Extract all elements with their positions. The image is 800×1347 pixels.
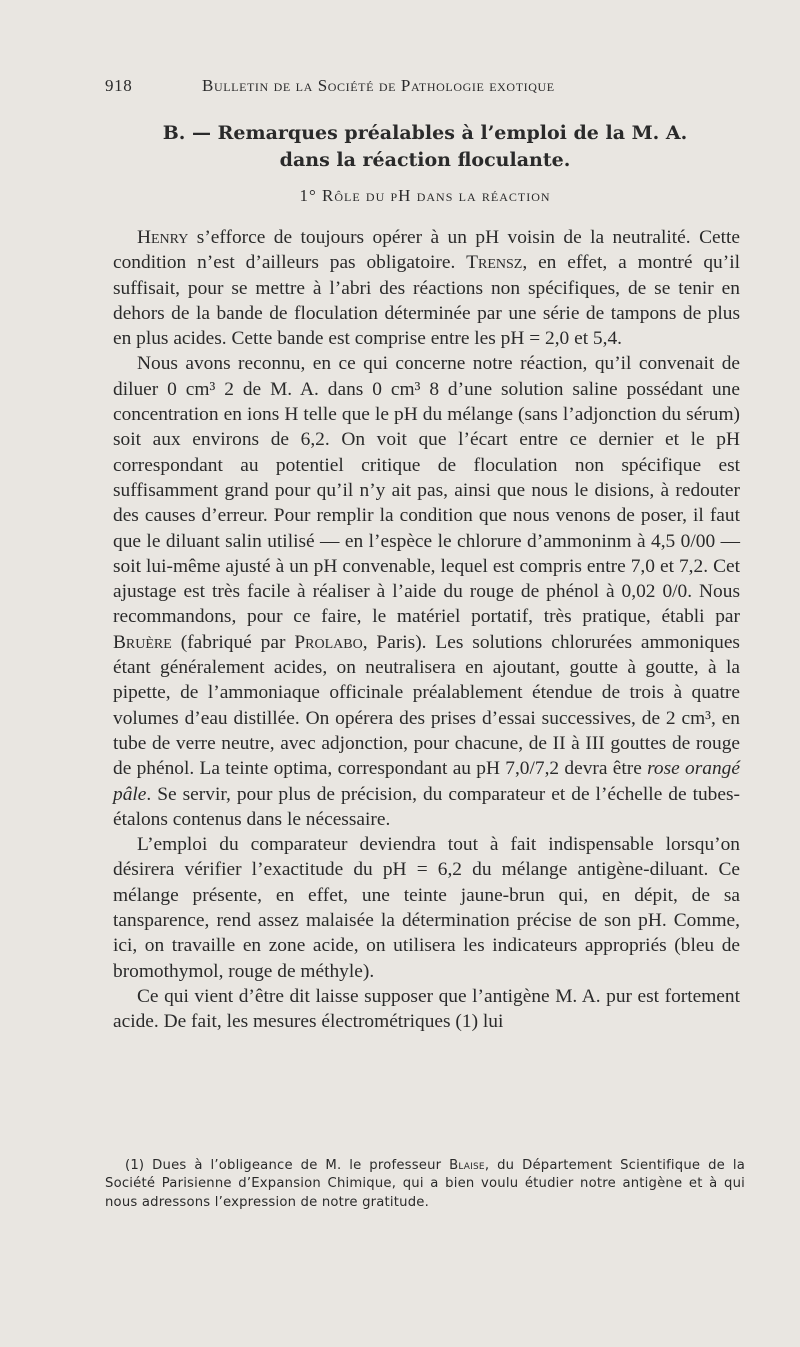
emphasis: rose orangé pâle	[113, 758, 740, 805]
company-name: Prolabo	[294, 631, 363, 653]
subsection-heading: 1° Rôle du pH dans la réaction	[299, 186, 551, 205]
author-name: Bruère	[113, 631, 172, 653]
author-name: Trensz	[466, 252, 523, 274]
author-name: Henry	[137, 227, 189, 248]
paragraph: Ce qui vient d’être dit laisse supposer que l’antigène M. A. pur est fortement acide. De fait, les mesures électrométriques (1) lui	[113, 985, 740, 1033]
section-heading-line-1: B. — Remarques préalables à l’emploi de la M. A.	[162, 122, 688, 144]
body-text	[113, 225, 740, 1035]
page-number: 918	[105, 76, 133, 95]
journal-title: Bulletin de la Société de Pathologie exotique	[202, 76, 555, 95]
section-heading-line-2: dans la réaction floculante.	[279, 149, 571, 171]
section-heading	[105, 120, 745, 174]
paragraph: Nous avons reconnu, en ce qui concerne notre réaction, qu’il convenait de diluer 0 cm³ 2 de M. A. dans 0 cm³ 8 d’une solution saline possédant une concentration en ions H telle que le pH du mélange (sans l’adjonction du sérum) soit aux environs de 6,2. On voit que l’écart entre ce dernier et le pH correspondant au potentiel critique de floculation non spécifique est suffisamment grand pour qu’il n’y ait pas, ainsi que nous le disions, à redouter des causes d’erreur. Pour remplir la condition que nous venons de poser, il faut que le diluant salin utilisé — en l’espèce le chlorure d’ammoninm à 4,5 0/00 — soit lui-même ajusté à un pH convenable, lequel est compris entre 7,0 et 7,2. Cet ajustage est très facile à réaliser à l’aide du rouge de phénol à 0,02 0/0. Nous recommandons, pour ce faire, le matériel portatif, très pratique, établi par Bruère (fabriqué par Prolabo, Paris). Les solutions chlorurées ammoniques étant généralement acides, on neutralisera en ajoutant, goutte à goutte, à la pipette, de l’ammoniaque officinale préalablement étendue de trois à quatre volumes d’eau distillée. On opérera des prises d’essai successives, de 2 cm³, en tube de verre neutre, avec adjonction, pour chacune, de II à III gouttes de rouge de phénol. La teinte optima, correspondant au pH 7,0/7,2 devra être rose orangé pâle. Se servir, pour plus de précision, du comparateur et de l’échelle de tubes-étalons contenus dans le nécessaire.	[113, 353, 740, 830]
paragraph: Henry s’efforce de toujours opérer à un pH voisin de la neutralité. Cette condition n’est d’ailleurs pas obligatoire. Trensz, en effet, a montré qu’il suffisait, pour se mettre à l’abri des réactions non spécifiques, de se tenir en dehors de la bande de floculation déterminée par une série de tampons de plus en plus acides. Cette bande est comprise entre les pH = 2,0 et 5,4.	[113, 227, 740, 350]
author-name: Blaise	[449, 1158, 485, 1173]
paragraph: L’emploi du comparateur deviendra tout à fait indispensable lorsqu’on désirera vérifier l’exactitude du pH = 6,2 du mélange antigène-diluant. Ce mélange présente, en effet, une teinte jaune-brun qui, en dépit, de sa tansparence, rend assez malaisée la détermination précise de son pH. Comme, ici, on travaille en zone acide, on utilisera les indicateurs appropriés (bleu de bromothymol, rouge de méthyle).	[113, 834, 740, 982]
footnote: (1) Dues à l’obligeance de M. le professeur Blaise, du Département Scientifique de la Société Parisienne d’Expansion Chimique, qui a bien voulu étudier notre antigène et à qui nous adressons l’expression de notre gratitude.	[105, 1158, 745, 1210]
